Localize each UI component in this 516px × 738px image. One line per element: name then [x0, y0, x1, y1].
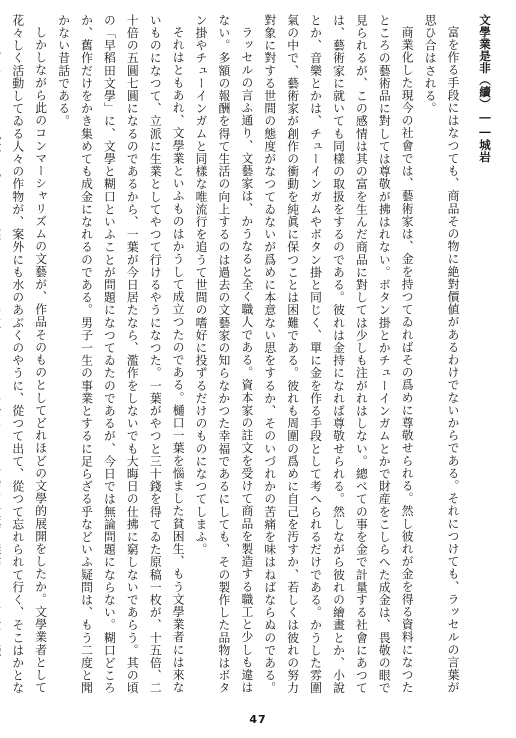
paragraph: しかしながら此のコンマーシャリズムの文藝が、作品そのものとしてどれほどの文學的展開をしたか。文學業者として花々しく活動してゐる人々の作物が、案外にも水のあぶくのやうに、從つて出て、從つて忘れられて行く、そこはかとな [10, 14, 48, 695]
paragraph: 富を作る手段にはなつても、商品その物に絶對價値があるわけでないからである。それにつけても、ラッセルの言葉が思ひ合はされる。 [423, 14, 460, 694]
paragraph: 商業化した現今の社會では、藝術家は、金を持つてゐればその爲めに尊敬せられる。然し彼れが金を得る資料になつたところの藝術品に對しては尊敬が拂はれない。ボタン掛とかチューインガムとかで財産をこしらへた成金は、畏敬の眼で見られるが、この感情は其の富を生んだ商品に對しては少しも注がれはしない。總べての事を金で計量する社會にあつては、藝術家に就いても同樣の取扱をするのである。彼れは金持になれば尊敬せられる。然しながら彼れの繪畫とか、小說とか、音樂とかは、チューインガムやボタン掛と同じく、單に金を作る手段として考へられるだけである。かうした雰圍氣の中で、藝術家が創作の衝動を純眞に保つことは困難である。彼れも周圍の爲めに自己を汚すか、若しくは彼れの努力對象に對する世間の態度がなつてゐないが爲めに本意ない思をするか、そのいづれかの苦痛を味はねばならぬのである。 [262, 14, 415, 695]
body-text [10, 14, 464, 698]
paragraph: ラッセルの言ふ通り、文藝家は、かうなると全く職人である。資本家の註文を受けて商品を製造する職工と少しも違はない。多額の報酬を得て生活の向上するのは過去の文藝家の知らなかつた幸福であるにしても、その製作した品物はボタン掛やチューインガムと同樣な唯流行を追うて世間の嗜好に投ずるだけのものになつてしまふ。 [194, 14, 254, 695]
paragraph: それはともあれ、文學業といふものはかうして成立つたのである。樋口一葉を惱ました貧困生、もう文學業者には來ないものになつて、立派に生業としてやつて行けるやうになつた。一葉がやつと三十錢を得てゐた原稿一枚が、十五倍、二十倍の五圓七圓になるのであるから、一葉が今日居たなら、濫作をしないでも大晦日の仕拂に窮しないであらう。其の頃の「早稻田文學」に、文學と糊口といふことが問題になつてゐたのであるが、今日では無論問題にならない。糊口どころか、舊作だけをかき集めても成金になれるのである。男子一生の事業とするに足らざる乎などいふ疑問は、もう二度と聞かない昔話である。 [56, 14, 186, 695]
page-number: 47 [249, 713, 267, 726]
running-head: 文學業是非（續）――城岩 [478, 14, 492, 163]
